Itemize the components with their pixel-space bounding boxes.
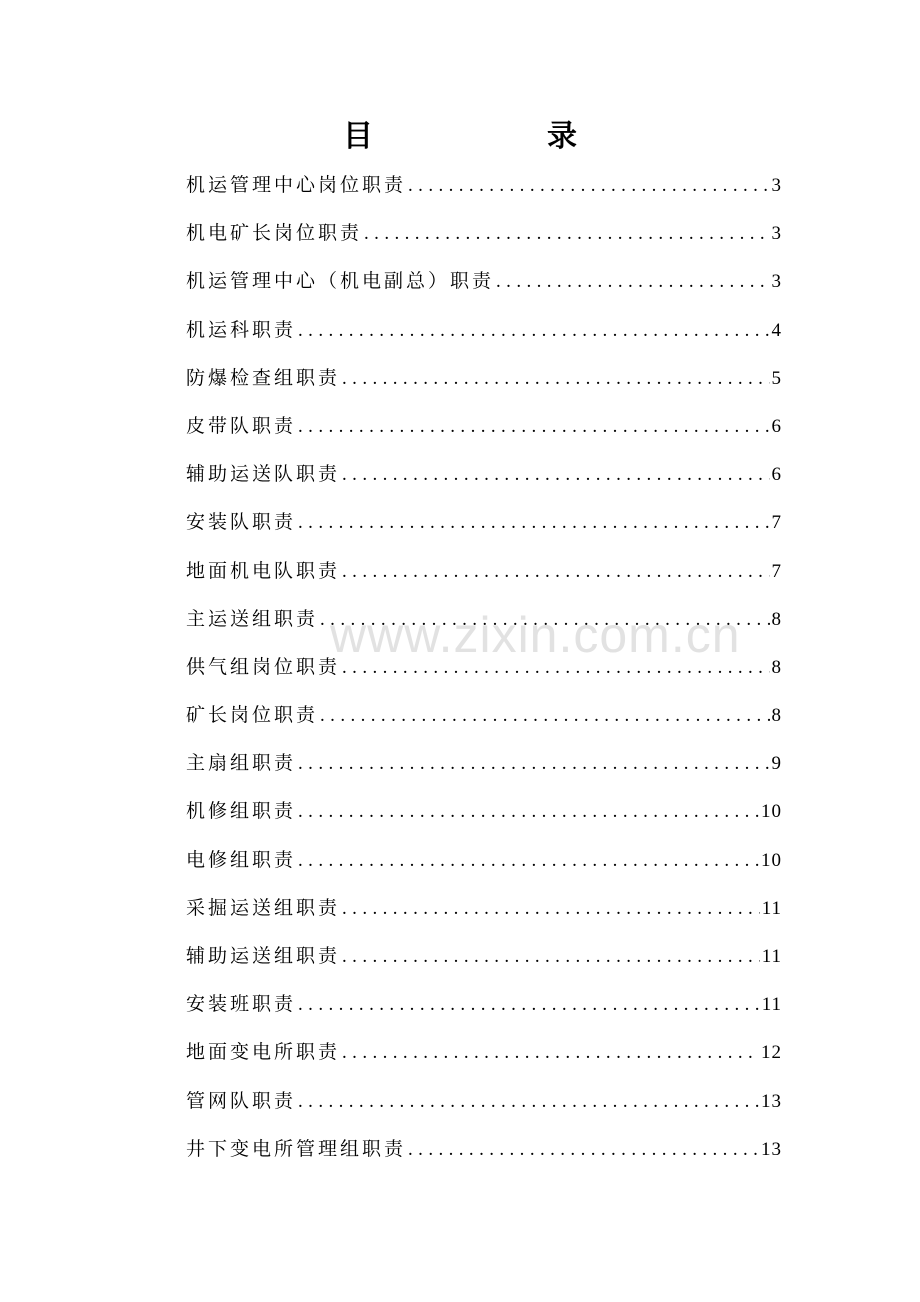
toc-entry[interactable] bbox=[186, 885, 782, 933]
toc-dot-leader bbox=[408, 1127, 759, 1173]
toc-page-number: 6 bbox=[771, 464, 782, 486]
toc-entry-label: 供气组岗位职责 bbox=[186, 655, 341, 678]
toc-entry[interactable] bbox=[186, 210, 782, 258]
toc-dot-leader bbox=[364, 211, 769, 257]
toc-dot-leader bbox=[342, 645, 769, 691]
toc-page-number: 3 bbox=[771, 223, 782, 245]
toc-entry-label: 机运科职责 bbox=[186, 318, 297, 341]
toc-entry-label: 矿长岗位职责 bbox=[186, 704, 319, 727]
toc-entry[interactable] bbox=[186, 692, 782, 740]
toc-page-number: 10 bbox=[761, 849, 782, 871]
toc-entry-label: 地面机电队职责 bbox=[186, 559, 341, 582]
toc-dot-leader bbox=[298, 741, 769, 787]
toc-page-number: 3 bbox=[771, 271, 782, 293]
toc-page-number: 13 bbox=[761, 1090, 782, 1112]
toc-entry[interactable] bbox=[186, 644, 782, 692]
toc-entry[interactable] bbox=[186, 596, 782, 644]
toc-entry-label: 电修组职责 bbox=[186, 848, 297, 871]
toc-entry-label: 安装班职责 bbox=[186, 993, 297, 1016]
toc-page-number: 8 bbox=[771, 656, 782, 678]
toc-entry-label: 机电矿长岗位职责 bbox=[186, 222, 363, 245]
toc-entry-label: 管网队职责 bbox=[186, 1089, 297, 1112]
toc-entry-label: 主扇组职责 bbox=[186, 752, 297, 775]
toc-entry[interactable] bbox=[186, 788, 782, 836]
toc-entry-label: 采掘运送组职责 bbox=[186, 896, 341, 919]
toc-dot-leader bbox=[298, 500, 769, 546]
toc-entry-label: 井下变电所管理组职责 bbox=[186, 1137, 407, 1160]
toc-entry[interactable] bbox=[186, 981, 782, 1029]
toc-page-number: 13 bbox=[761, 1138, 782, 1160]
toc-title: 目 录 bbox=[343, 119, 649, 154]
toc-page-number: 4 bbox=[771, 319, 782, 341]
toc-dot-leader bbox=[342, 886, 760, 932]
toc-entry[interactable] bbox=[186, 933, 782, 981]
toc-entry[interactable] bbox=[186, 1029, 782, 1077]
toc-entry[interactable] bbox=[186, 548, 782, 596]
toc-page-number: 11 bbox=[761, 897, 782, 919]
toc-page-number: 7 bbox=[771, 512, 782, 534]
toc-entry-label: 地面变电所职责 bbox=[186, 1041, 341, 1064]
toc-entry-label: 皮带队职责 bbox=[186, 414, 297, 437]
toc-entry[interactable] bbox=[186, 162, 782, 210]
toc-entry-label: 机运管理中心岗位职责 bbox=[186, 174, 407, 196]
toc-entry-label: 安装队职责 bbox=[186, 511, 297, 534]
toc-dot-leader bbox=[342, 356, 769, 402]
toc-page-number: 5 bbox=[771, 367, 782, 389]
toc-dot-leader bbox=[298, 1079, 759, 1125]
toc-page-number: 10 bbox=[761, 801, 782, 823]
toc-entry-label: 辅助运送组职责 bbox=[186, 945, 341, 967]
toc-page-number: 12 bbox=[761, 1042, 782, 1064]
toc-entry[interactable] bbox=[186, 740, 782, 788]
toc-list bbox=[186, 162, 782, 1174]
toc-page-number: 11 bbox=[761, 946, 782, 967]
toc-entry[interactable] bbox=[186, 499, 782, 547]
toc-entry[interactable] bbox=[186, 355, 782, 403]
toc-dot-leader bbox=[342, 1030, 759, 1076]
toc-page-number: 7 bbox=[771, 560, 782, 582]
toc-entry-label: 主运送组职责 bbox=[186, 607, 319, 630]
toc-entry[interactable] bbox=[186, 307, 782, 355]
toc-entry-label: 辅助运送队职责 bbox=[186, 463, 341, 486]
toc-entry[interactable] bbox=[186, 1126, 782, 1174]
toc-entry[interactable] bbox=[186, 837, 782, 885]
toc-dot-leader bbox=[298, 789, 759, 835]
toc-page-number: 3 bbox=[771, 175, 782, 196]
toc-dot-leader bbox=[496, 259, 769, 305]
toc-dot-leader bbox=[342, 934, 760, 980]
toc-entry-label: 机运管理中心（机电副总）职责 bbox=[186, 270, 495, 293]
toc-page-number: 9 bbox=[771, 753, 782, 775]
toc-dot-leader bbox=[342, 549, 769, 595]
toc-dot-leader bbox=[298, 982, 760, 1028]
toc-dot-leader bbox=[320, 597, 769, 643]
watermark: www.zixin.com.cn bbox=[330, 607, 741, 663]
toc-entry[interactable] bbox=[186, 451, 782, 499]
toc-dot-leader bbox=[298, 308, 769, 354]
toc-dot-leader bbox=[320, 693, 769, 739]
toc-entry[interactable] bbox=[186, 403, 782, 451]
toc-dot-leader bbox=[298, 838, 759, 884]
toc-page-number: 8 bbox=[771, 608, 782, 630]
toc-dot-leader bbox=[298, 404, 769, 450]
toc-dot-leader bbox=[342, 452, 769, 498]
toc-dot-leader bbox=[408, 163, 769, 209]
toc-entry-label: 机修组职责 bbox=[186, 800, 297, 823]
toc-entry-label: 防爆检查组职责 bbox=[186, 366, 341, 389]
toc-entry[interactable] bbox=[186, 1078, 782, 1126]
toc-entry[interactable] bbox=[186, 258, 782, 306]
toc-page-number: 8 bbox=[771, 705, 782, 727]
toc-page-number: 6 bbox=[771, 415, 782, 437]
toc-page-number: 11 bbox=[761, 994, 782, 1016]
